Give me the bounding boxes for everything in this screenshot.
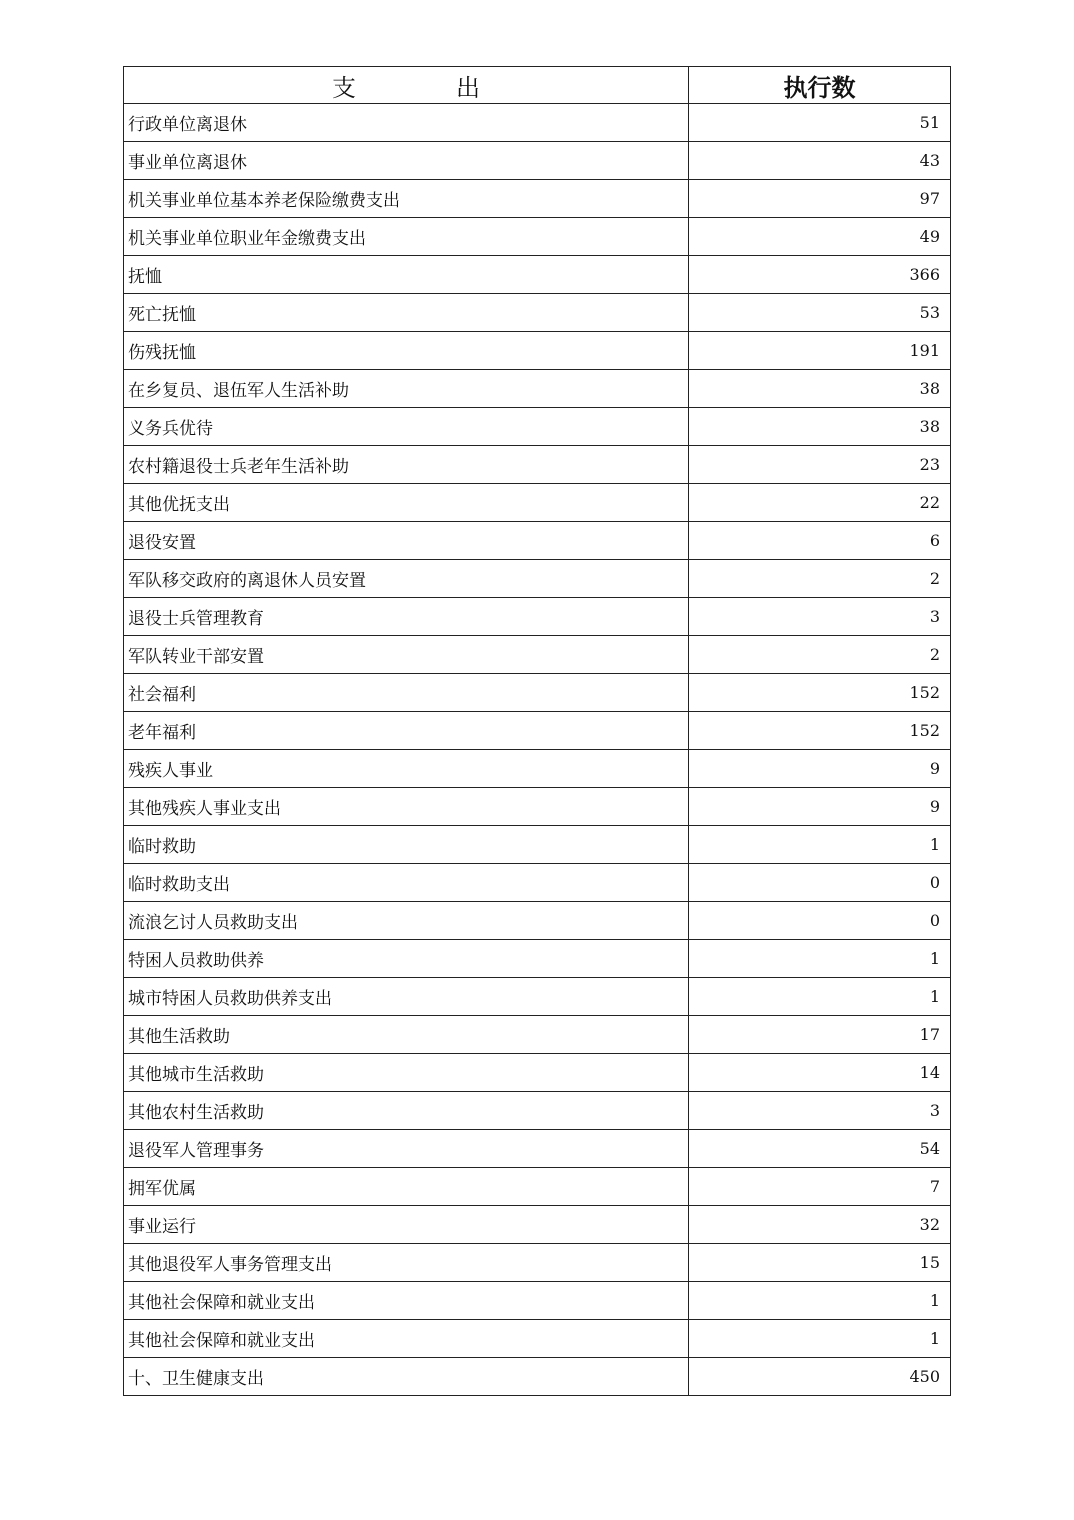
- row-item-value: 0: [689, 864, 951, 902]
- table-row: [124, 902, 951, 940]
- row-item-name: 机关事业单位基本养老保险缴费支出: [124, 180, 689, 218]
- row-item-value: 3: [689, 598, 951, 636]
- table-row: [124, 180, 951, 218]
- row-item-value: 54: [689, 1130, 951, 1168]
- row-item-value: 366: [689, 256, 951, 294]
- row-item-name: 在乡复员、退伍军人生活补助: [124, 370, 689, 408]
- row-item-value: 97: [689, 180, 951, 218]
- table-row: [124, 332, 951, 370]
- row-item-name: 流浪乞讨人员救助支出: [124, 902, 689, 940]
- header-expenditure-char2: 出: [456, 73, 480, 102]
- row-item-value: 32: [689, 1206, 951, 1244]
- table-row: [124, 484, 951, 522]
- table-row: [124, 104, 951, 142]
- table-row: [124, 408, 951, 446]
- row-item-value: 15: [689, 1244, 951, 1282]
- row-item-name: 其他城市生活救助: [124, 1054, 689, 1092]
- row-item-value: 53: [689, 294, 951, 332]
- row-item-name: 残疾人事业: [124, 750, 689, 788]
- row-item-value: 6: [689, 522, 951, 560]
- table-row: [124, 1320, 951, 1358]
- row-item-name: 农村籍退役士兵老年生活补助: [124, 446, 689, 484]
- row-item-name: 退役安置: [124, 522, 689, 560]
- table-row: [124, 978, 951, 1016]
- row-item-value: 17: [689, 1016, 951, 1054]
- row-item-name: 军队转业干部安置: [124, 636, 689, 674]
- table-row: [124, 256, 951, 294]
- row-item-value: 1: [689, 940, 951, 978]
- row-item-value: 51: [689, 104, 951, 142]
- row-item-name: 城市特困人员救助供养支出: [124, 978, 689, 1016]
- row-item-name: 其他残疾人事业支出: [124, 788, 689, 826]
- row-item-value: 9: [689, 750, 951, 788]
- row-item-name: 其他生活救助: [124, 1016, 689, 1054]
- row-item-name: 临时救助: [124, 826, 689, 864]
- row-item-value: 450: [689, 1358, 951, 1396]
- row-item-value: 1: [689, 1282, 951, 1320]
- table-row: [124, 1206, 951, 1244]
- table-row: [124, 218, 951, 256]
- table-row: [124, 1016, 951, 1054]
- row-item-value: 152: [689, 712, 951, 750]
- expenditure-table: [123, 66, 951, 1396]
- table-row: [124, 1358, 951, 1396]
- table-row: [124, 636, 951, 674]
- table-row: [124, 1168, 951, 1206]
- table-row: [124, 1244, 951, 1282]
- row-item-name: 退役军人管理事务: [124, 1130, 689, 1168]
- row-item-name: 伤残抚恤: [124, 332, 689, 370]
- header-expenditure: [124, 67, 689, 104]
- table-row: [124, 788, 951, 826]
- row-item-name: 军队移交政府的离退休人员安置: [124, 560, 689, 598]
- row-item-value: 49: [689, 218, 951, 256]
- row-item-value: 43: [689, 142, 951, 180]
- row-item-name: 其他优抚支出: [124, 484, 689, 522]
- table-row: [124, 294, 951, 332]
- row-item-name: 事业运行: [124, 1206, 689, 1244]
- table-row: [124, 674, 951, 712]
- row-item-value: 38: [689, 408, 951, 446]
- row-item-value: 2: [689, 636, 951, 674]
- table-row: [124, 370, 951, 408]
- table-row: [124, 560, 951, 598]
- row-item-value: 22: [689, 484, 951, 522]
- table-row: [124, 1282, 951, 1320]
- row-item-value: 0: [689, 902, 951, 940]
- table-row: [124, 446, 951, 484]
- row-item-value: 2: [689, 560, 951, 598]
- row-item-value: 14: [689, 1054, 951, 1092]
- row-item-value: 191: [689, 332, 951, 370]
- table-row: [124, 712, 951, 750]
- table-row: [124, 864, 951, 902]
- row-item-name: 十、卫生健康支出: [124, 1358, 689, 1396]
- row-item-value: 7: [689, 1168, 951, 1206]
- row-item-value: 1: [689, 978, 951, 1016]
- row-item-value: 1: [689, 1320, 951, 1358]
- row-item-name: 临时救助支出: [124, 864, 689, 902]
- table-row: [124, 1092, 951, 1130]
- table-row: [124, 142, 951, 180]
- table-header-row: [124, 67, 951, 104]
- row-item-name: 特困人员救助供养: [124, 940, 689, 978]
- header-expenditure-char1: 支: [332, 73, 356, 102]
- row-item-name: 死亡抚恤: [124, 294, 689, 332]
- table-row: [124, 522, 951, 560]
- row-item-value: 152: [689, 674, 951, 712]
- table-row: [124, 598, 951, 636]
- row-item-name: 义务兵优待: [124, 408, 689, 446]
- row-item-name: 其他社会保障和就业支出: [124, 1320, 689, 1358]
- row-item-name: 机关事业单位职业年金缴费支出: [124, 218, 689, 256]
- table-row: [124, 1130, 951, 1168]
- row-item-name: 拥军优属: [124, 1168, 689, 1206]
- row-item-value: 3: [689, 1092, 951, 1130]
- row-item-value: 9: [689, 788, 951, 826]
- row-item-value: 38: [689, 370, 951, 408]
- row-item-name: 事业单位离退休: [124, 142, 689, 180]
- row-item-name: 行政单位离退休: [124, 104, 689, 142]
- row-item-name: 老年福利: [124, 712, 689, 750]
- row-item-name: 其他社会保障和就业支出: [124, 1282, 689, 1320]
- row-item-name: 其他农村生活救助: [124, 1092, 689, 1130]
- row-item-value: 23: [689, 446, 951, 484]
- table-row: [124, 826, 951, 864]
- table-row: [124, 750, 951, 788]
- row-item-name: 抚恤: [124, 256, 689, 294]
- table-row: [124, 940, 951, 978]
- header-executed-amount: 执行数: [689, 67, 951, 104]
- row-item-name: 社会福利: [124, 674, 689, 712]
- row-item-name: 退役士兵管理教育: [124, 598, 689, 636]
- row-item-name: 其他退役军人事务管理支出: [124, 1244, 689, 1282]
- table-row: [124, 1054, 951, 1092]
- row-item-value: 1: [689, 826, 951, 864]
